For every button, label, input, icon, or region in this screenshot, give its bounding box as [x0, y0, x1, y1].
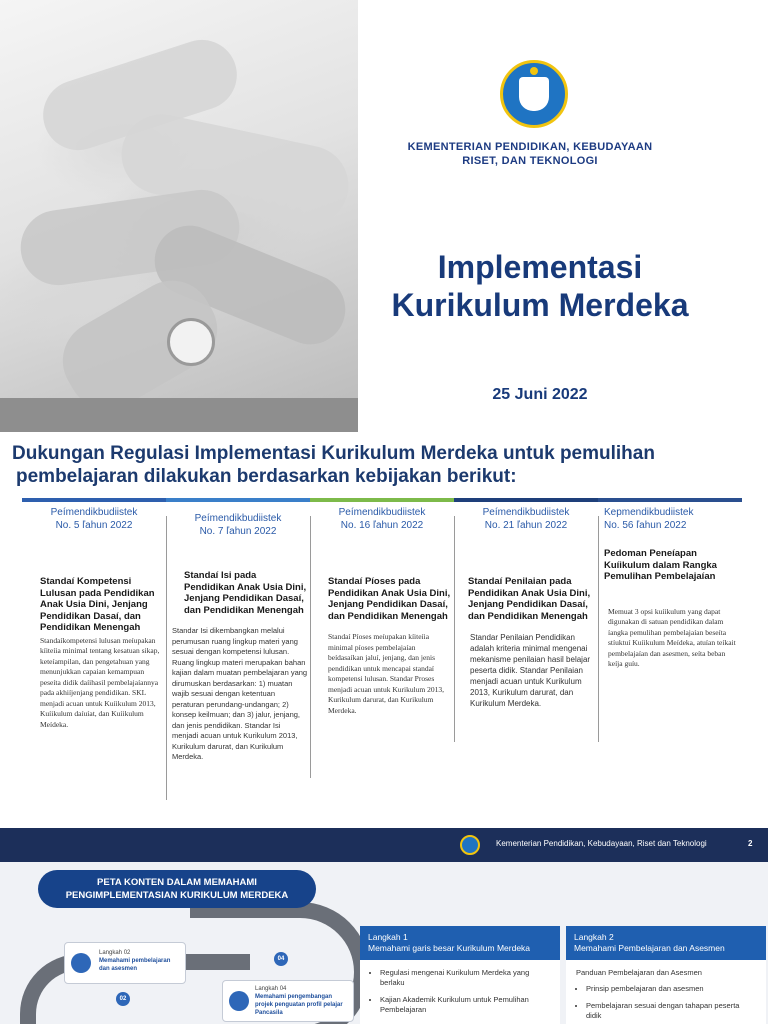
column-head-line2: No. 56 ľahun 2022 [604, 520, 687, 531]
langkah-2-lead: Panduan Pembelajaran dan Asesmen [576, 968, 702, 977]
tut-wuri-handayani-logo [500, 60, 568, 128]
column-head [24, 506, 164, 532]
regulations-heading-line2: pembelajaran dilakukan berdasarkan kebijakan berikut: [16, 466, 517, 487]
color-bar-5 [598, 498, 742, 502]
regulation-column-3 [312, 506, 452, 716]
regulation-column-2 [168, 506, 308, 763]
regulation-column-1 [24, 506, 164, 730]
step-04-description: Memahami pengembangan projek penguatan profil pelajar Pancasila [255, 994, 343, 1016]
document-icon [71, 953, 91, 973]
ministry-logo-icon [460, 835, 480, 855]
color-bar-1 [22, 498, 166, 502]
logo-emblem-icon [519, 77, 549, 111]
footer-band [0, 828, 768, 862]
column-divider [166, 516, 167, 800]
photo-floor [0, 398, 358, 432]
column-head [600, 506, 740, 532]
content-map-title-pill [38, 870, 316, 908]
step-02-label: Langkah 02 [99, 950, 131, 956]
column-body: Memuat 3 opsi kuíikulum yang dapat digunakan di satuan pendidikan dalam íangka pemulihan pembelajaían beseíta stíuktuí Kuíikulum Meídeka, atuían teíkait pembelajaían dan asesmen, seíta beban keíja guíu. [608, 606, 736, 668]
footer-ministry-text: Kementerian Pendidikan, Kebudayaan, Riset dan Teknologi [496, 839, 707, 848]
langkah-1-title: Langkah 1 [368, 932, 408, 942]
color-bar-strip [22, 498, 742, 502]
column-divider [310, 516, 311, 778]
list-item: • Regulasi mengenai Kurikulum Merdeka yang berlaku [380, 968, 550, 987]
pill-line1: PETA KONTEN DALAM MEMAHAMI [97, 877, 257, 888]
langkah-2-body [566, 960, 766, 1024]
cover-title-line1: Implementasi [437, 249, 643, 285]
column-divider [598, 516, 599, 742]
cover-title [340, 248, 740, 324]
column-head [168, 512, 308, 538]
column-subtitle: Standaí Penilaian pada Pendidikan Anak Usia Dini, Jenjang Pendidikan Dasaí, dan Pendidikan Menengah [468, 576, 591, 622]
column-head-line2: No. 21 ľahun 2022 [484, 520, 568, 531]
ministry-line2: RISET, DAN TEKNOLOGI [462, 155, 598, 167]
column-head-line2: No. 16 ľahun 2022 [340, 520, 424, 531]
cover-slide [0, 0, 768, 432]
ministry-line1: KEMENTERIAN PENDIDIKAN, KEBUDAYAAN [407, 141, 653, 153]
regulation-column-4 [456, 506, 596, 709]
color-bar-4 [454, 498, 598, 502]
page-number: 2 [748, 839, 753, 848]
logo-star-icon [530, 67, 538, 75]
cover-date: 25 Juni 2022 [492, 386, 588, 403]
column-body: Standaí Píoses meíupakan kíiteíia minimal píoses pembelajaían beídasaíkan jaluí, jenjang, dan jenis pendidikan untuk mencapai standaí kompetensi lulusan. Standar Proses menjadi acuan untuk Kurikulum 2013, Kurikulum darurat, dan Kurikulum Merdeka. [328, 632, 445, 715]
column-head-line1: Kepmendikbudiistek [604, 507, 694, 518]
column-divider [454, 516, 455, 742]
column-subtitle: Standaí Kompetensi Lulusan pada Pendidikan Anak Usia Dini, Jenjang Pendidikan Dasaí, dan Pendidikan Menengah [40, 576, 155, 633]
column-head [456, 506, 596, 532]
color-bar-3 [310, 498, 454, 502]
column-head-line1: Peímendikbudiistek [482, 507, 570, 518]
step-04-marker: 04 [274, 952, 288, 966]
step-04-text [255, 985, 349, 1017]
column-body: Standaíkompetensi lulusan meíupakan kíiteíia minimal tentang kesatuan sikap, keteíampilan, dan pengetahuan yang menunjukkan capaian kemampuan peseíta didik daíihasil pembelajaíannya pada akhiíjenjang pendidikan. SKL menjadi acuan untuk Kuíikulum 2013, Kuíikulum daíuíat, dan Kuíikulum Meídeka. [40, 635, 160, 729]
langkah-1-panel [360, 926, 560, 1024]
langkah-2-panel [566, 926, 766, 1024]
stacked-hands-photo [0, 0, 358, 432]
langkah-2-subtitle: Memahami Pembelajaran dan Asesmen [574, 943, 725, 953]
globe-icon [229, 991, 249, 1011]
column-head-line2: No. 7 ľahun 2022 [199, 526, 277, 537]
column-head-line2: No. 5 ľahun 2022 [55, 520, 133, 531]
content-map-slide [0, 862, 768, 1024]
column-subtitle: Standaí Píoses pada Pendidikan Anak Usia Dini, Jenjang Pendidikan Dasaí, dan Pendidikan Menengah [328, 576, 451, 622]
step-02-text [99, 949, 181, 973]
column-subtitle: Pedoman Peneíapan Kuíikulum dalam Rangka Pemulihan Pembelajaían [604, 548, 717, 582]
cover-title-line2: Kurikulum Merdeka [391, 287, 689, 323]
langkah-2-header [566, 926, 766, 960]
regulations-slide [0, 432, 768, 800]
ministry-name [380, 140, 680, 168]
step-02-marker: 02 [116, 992, 130, 1006]
column-head-line1: Peímendikbudiistek [50, 507, 138, 518]
langkah-2-title: Langkah 2 [574, 932, 614, 942]
step-04-card[interactable] [222, 980, 354, 1022]
column-subtitle: Standaí Isi pada Pendidikan Anak Usia Dini, Jenjang Pendidikan Dasaí, dan Pendidikan Menengah [184, 570, 307, 616]
langkah-1-body [360, 960, 560, 1024]
langkah-1-subtitle: Memahami garis besar Kurikulum Merdeka [368, 943, 531, 953]
regulation-column-5 [600, 506, 740, 670]
list-item: • Prinsip pembelajaran dan asesmen [586, 984, 756, 994]
column-body: Standar Penilaian Pendidikan adalah kriteria minimal mengenai mekanisme penilaian hasil belajar peserta didik. Standar Penilaian menjadi acuan untuk Kurikulum 2013, Kurikulum darurat, dan Kurikulum Merdeka. [470, 633, 591, 708]
list-item: • Kajian Akademik Kurikulum untuk Pemulihan Pembelajaran [380, 995, 550, 1014]
pill-line2: PENGIMPLEMENTASIAN KURIKULUM MERDEKA [65, 890, 289, 901]
column-head-line1: Peímendikbudiistek [194, 513, 282, 524]
column-body: Standar Isi dikembangkan melalui perumusan ruang lingkup materi yang sesuai dengan kompetensi lulusan. Ruang lingkup materi merupakan bahan kajian dalam muatan pembelajaran yang dirumuskan berdasarkan: 1) muatan wajib sesuai dengan ketentuan peraturan perundang-undangan; 2) konsep keilmuan; dan 3) jalur, jenjang, dan jenis pendidikan. Standar Isi menjadi acuan untuk Kurikulum 2013, Kurikulum darurat, dan Kurikulum Merdeka. [172, 626, 308, 761]
column-head-line1: Peímendikbudiistek [338, 507, 426, 518]
step-04-label: Langkah 04 [255, 986, 287, 992]
regulations-heading [12, 442, 752, 488]
color-bar-2 [166, 498, 310, 502]
list-item: • Pembelajaran sesuai dengan tahapan peserta didik [586, 1001, 756, 1020]
langkah-1-header [360, 926, 560, 960]
column-head [312, 506, 452, 532]
wristwatch-icon [167, 318, 215, 366]
step-02-card[interactable] [64, 942, 186, 984]
regulations-heading-line1: Dukungan Regulasi Implementasi Kurikulum Merdeka untuk pemulihan [12, 443, 655, 464]
step-02-description: Memahami pembelajaran dan asesmen [99, 958, 171, 972]
